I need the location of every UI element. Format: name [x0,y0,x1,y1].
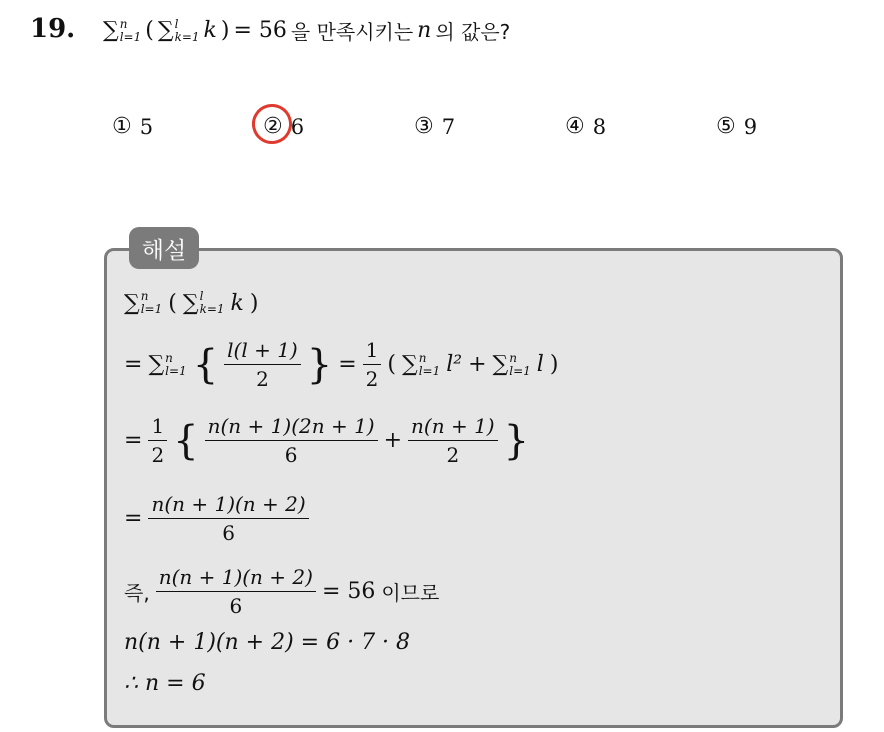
choice-3-value: 7 [441,114,456,139]
question-number: 19. [30,14,76,44]
solution-line-3: = $\frac{1}{2}$ { $\frac{n(n + 1)(2n + 1)}{6}$ + $\frac{n(n + 1)}{2}$ } [124,414,530,467]
stem-korean: 을 만족시키는 [290,20,414,44]
choice-4[interactable] [565,114,606,139]
choice-3[interactable] [414,114,455,139]
choice-2-number: ② [263,114,283,139]
solution-tag: 해설 [129,227,199,269]
solution-line-1: ∑ n l=1 ( ∑ l k=1 k ) [124,289,259,316]
choice-3-number: ③ [414,114,434,139]
choice-4-value: 8 [592,114,607,139]
choice-2-value: 6 [290,114,305,139]
solution-line-5: 즉, $\frac{n(n + 1)(n + 2)}{6}$ = 56 이므로 [124,565,440,618]
inner-sum: ∑ l k=1 [157,16,200,44]
stem-variable: n [417,18,432,43]
answer-choices [0,114,884,144]
stem-end: 의 값은? [435,20,511,44]
solution-line-7: ∴ n = 6 [124,671,206,696]
solution-line-6: n(n + 1)(n + 2) = 6 · 7 · 8 [124,630,411,655]
outer-sum: ∑ n l=1 [103,16,142,44]
choice-5-number: ⑤ [716,114,736,139]
choice-5-value: 9 [743,114,758,139]
solution-line-2: = ∑ n l=1 { $\frac{l(l + 1)}{2}$ } = $\frac{1}{2}$ ( ∑ n l=1 l² + ∑ n l=1 l ) [124,338,559,391]
choice-4-number: ④ [565,114,585,139]
choice-1-number: ① [112,114,132,139]
question-stem: ∑ n l=1 ( ∑ l k=1 k ) = 56 을 만족시키는 n 의 값은? [103,16,511,44]
choice-5[interactable] [716,114,757,139]
choice-1[interactable] [112,114,153,139]
stem-condition: = 56 [233,18,287,43]
choice-1-value: 5 [139,114,154,139]
solution-line-4: = $\frac{n(n + 1)(n + 2)}{6}$ [124,490,309,547]
line5-suffix: 이므로 [381,581,440,605]
solution-box [104,248,843,728]
line5-prefix: 즉, [124,581,150,605]
